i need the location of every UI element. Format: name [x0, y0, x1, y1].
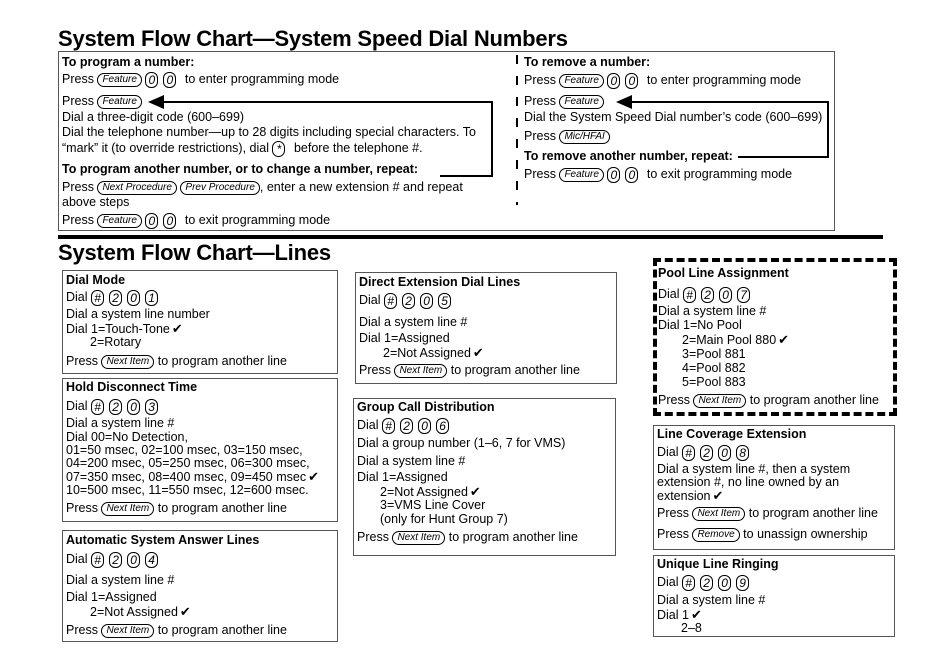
press-label: Press [657, 506, 689, 520]
option-line: Dial 1=No Pool [658, 318, 742, 332]
box-title: Group Call Distribution [357, 400, 495, 414]
feature-key: Feature [559, 74, 603, 88]
press-next-step [66, 354, 287, 369]
remove-step-mic [524, 129, 610, 144]
press-label: Press [658, 393, 690, 407]
press-label: Press [657, 527, 689, 541]
step-text: to unassign ownership [743, 527, 868, 541]
option-line [682, 332, 789, 348]
prev-procedure-key: Prev Procedure [180, 181, 259, 195]
program-step-tel-1: Dial the telephone number—up to 28 digits including special characters. To [62, 125, 476, 139]
dial-label: Dial [657, 445, 679, 459]
press-label: Press [524, 73, 556, 87]
remove-repeat-heading: To remove another number, repeat: [524, 149, 733, 163]
step-text: Dial a group number (1–6, 7 for VMS) [357, 436, 566, 450]
remove-step-enter [524, 73, 801, 89]
auto-answer-box [62, 530, 338, 642]
feature-key: Feature [97, 214, 141, 228]
box-title: Unique Line Ringing [657, 557, 779, 571]
star-key: * [272, 141, 285, 157]
next-item-key: Next Item [101, 355, 154, 369]
press-label: Press [66, 501, 98, 515]
step-text: Dial a system line # [357, 454, 466, 468]
digit-key: 2 [700, 575, 713, 591]
digit-key: 2 [400, 418, 413, 434]
dial-label: Dial [357, 418, 379, 432]
next-item-key: Next Item [101, 502, 154, 516]
hash-key: # [382, 418, 395, 434]
check-icon: ✔ [690, 607, 702, 622]
hash-key: # [682, 575, 695, 591]
digit-key: 4 [145, 552, 158, 568]
program-step-code: Dial a three-digit code (600–699) [62, 110, 245, 124]
program-number-heading: To program a number: [62, 55, 195, 69]
digit-key: 7 [737, 287, 750, 303]
dial-code [66, 290, 163, 306]
step-text: to program another line [749, 393, 879, 407]
option-line: 2=Rotary [90, 335, 142, 349]
next-item-key: Next Item [693, 394, 746, 408]
press-label: Press [357, 530, 389, 544]
option-line: 10=500 msec, 11=550 msec, 12=600 msec. [66, 483, 309, 497]
unique-ringing-box [653, 555, 895, 637]
group-call-box [353, 398, 616, 556]
press-label: Press [62, 72, 94, 86]
lines-title: System Flow Chart—Lines [58, 240, 331, 265]
next-item-key: Next Item [394, 364, 447, 378]
step-text: to enter programming mode [184, 72, 340, 86]
dial-label: Dial [359, 293, 381, 307]
box-title: Dial Mode [66, 273, 126, 287]
check-icon: ✔ [469, 484, 481, 499]
press-label: Press [66, 354, 98, 368]
dial-code [357, 418, 454, 434]
digit-key: 0 [625, 73, 638, 89]
pool-line-box [653, 258, 897, 416]
press-next-step [357, 530, 578, 545]
program-step-next-2: above steps [62, 195, 130, 209]
press-next-step [657, 506, 878, 521]
step-text: to exit programming mode [184, 213, 331, 227]
digit-key: 2 [109, 552, 122, 568]
digit-key: 0 [420, 293, 433, 309]
digit-key: 2 [701, 287, 714, 303]
box-title: Hold Disconnect Time [66, 380, 198, 394]
remove-key: Remove [692, 528, 739, 542]
option-line: 2–8 [681, 621, 702, 635]
press-label: Press [359, 363, 391, 377]
dial-mode-box [62, 270, 338, 374]
digit-key: 0 [625, 167, 638, 183]
option-text: 2=Not Assigned [90, 605, 178, 619]
digit-key: 0 [127, 290, 140, 306]
option-text: 2=Main Pool 880 [682, 333, 777, 347]
check-icon: ✔ [472, 345, 484, 360]
line-coverage-box [653, 425, 895, 550]
dial-label: Dial [66, 399, 88, 413]
press-next-step [658, 393, 879, 408]
option-text: Dial 1=Touch-Tone [66, 322, 170, 336]
hash-key: # [683, 287, 696, 303]
feature-key: Feature [559, 95, 603, 109]
dial-code [657, 445, 754, 461]
dial-label: Dial [66, 290, 88, 304]
digit-key: 1 [145, 290, 158, 306]
press-label: Press [524, 167, 556, 181]
digit-key: 6 [436, 418, 449, 434]
feature-key: Feature [559, 168, 603, 182]
press-next-step [359, 363, 580, 378]
digit-key: 5 [438, 293, 451, 309]
option-line [90, 604, 191, 620]
dial-code [359, 293, 456, 309]
program-step-feature [62, 94, 142, 109]
option-line: Dial 1=Assigned [357, 470, 448, 484]
dial-code [66, 399, 163, 415]
direct-extension-box [355, 272, 617, 384]
check-icon: ✔ [179, 604, 191, 619]
program-step-enter [62, 72, 339, 88]
press-next-step [66, 623, 287, 638]
dial-code [658, 287, 755, 303]
digit-key: 0 [163, 72, 176, 88]
step-text: Dial a system line number [66, 307, 210, 321]
press-label: Press [62, 94, 94, 108]
step-text: Dial a system line # [658, 304, 767, 318]
press-label: Press [62, 180, 94, 194]
digit-key: 0 [163, 213, 176, 229]
program-step-exit [62, 213, 330, 229]
digit-key: 9 [736, 575, 749, 591]
hold-disconnect-box [62, 378, 338, 522]
digit-key: 0 [607, 73, 620, 89]
section-divider [58, 235, 883, 239]
digit-key: 0 [418, 418, 431, 434]
digit-key: 0 [718, 575, 731, 591]
press-label: Press [66, 623, 98, 637]
check-icon: ✔ [171, 321, 183, 336]
digit-key: 3 [145, 399, 158, 415]
digit-key: 2 [700, 445, 713, 461]
step-text: Dial a system line # [657, 593, 766, 607]
remove-number-heading: To remove a number: [524, 55, 651, 69]
option-line: 5=Pool 883 [682, 375, 746, 389]
option-line: 4=Pool 882 [682, 361, 746, 375]
option-line [383, 345, 484, 361]
repeat-heading: To program another number, or to change a number, repeat: [62, 162, 419, 176]
check-icon: ✔ [712, 488, 724, 503]
digit-key: 0 [145, 72, 158, 88]
box-title: Direct Extension Dial Lines [359, 275, 521, 289]
check-icon: ✔ [308, 469, 319, 484]
next-procedure-key: Next Procedure [97, 181, 176, 195]
hash-key: # [384, 293, 397, 309]
remove-step-feature [524, 94, 604, 109]
option-line: (only for Hunt Group 7) [380, 512, 508, 526]
feature-key: Feature [97, 73, 141, 87]
step-text: to program another line [157, 501, 287, 515]
digit-key: 2 [109, 290, 122, 306]
option-text: Dial 1 [657, 608, 689, 622]
press-label: Press [62, 213, 94, 227]
check-icon: ✔ [778, 332, 790, 347]
option-text: extension [657, 489, 711, 503]
step-text: Dial a system line #, then a system [657, 462, 851, 476]
dial-code [657, 575, 754, 591]
digit-key: 2 [109, 399, 122, 415]
option-text: 07=350 msec, 08=400 msec, 09=450 msec [66, 470, 307, 484]
press-remove-step [657, 527, 868, 542]
dial-code [66, 552, 163, 568]
hash-key: # [91, 399, 104, 415]
step-text: to enter programming mode [646, 73, 802, 87]
press-label: Press [524, 94, 556, 108]
step-text: Dial a system line # [359, 315, 468, 329]
repeat-flow-arrow [140, 94, 500, 184]
option-line: 04=200 msec, 05=250 msec, 06=300 msec, [66, 456, 310, 470]
step-text: to exit programming mode [646, 167, 793, 181]
option-line: Dial 1=Assigned [66, 590, 157, 604]
box-title: Line Coverage Extension [657, 427, 807, 441]
next-item-key: Next Item [692, 507, 745, 521]
step-text: to program another line [748, 506, 878, 520]
option-line: 3=Pool 881 [682, 347, 746, 361]
step-text: Dial a system line # [66, 416, 175, 430]
mic-hfai-key: Mic/HFAI [559, 130, 609, 144]
step-text: before the telephone #. [293, 141, 423, 155]
column-divider [514, 55, 520, 205]
next-item-key: Next Item [392, 531, 445, 545]
remove-step-code: Dial the System Speed Dial number’s code (600–699) [524, 110, 823, 124]
dial-label: Dial [66, 552, 88, 566]
remove-flow-arrow [610, 94, 835, 164]
press-label: Press [524, 129, 556, 143]
hash-key: # [91, 552, 104, 568]
option-text: 2=Not Assigned [380, 485, 468, 499]
step-text: extension #, no line owned by an [657, 475, 840, 489]
option-line: Dial 00=No Detection, [66, 430, 188, 444]
speed-dial-title: System Flow Chart—System Speed Dial Numbers [58, 26, 568, 51]
press-next-step [66, 501, 287, 516]
option-line: Dial 1=Assigned [359, 331, 450, 345]
dial-label: Dial [657, 575, 679, 589]
option-line: 01=50 msec, 02=100 msec, 03=150 msec, [66, 443, 303, 457]
remove-step-exit [524, 167, 792, 183]
hash-key: # [682, 445, 695, 461]
digit-key: 0 [607, 167, 620, 183]
digit-key: 0 [127, 399, 140, 415]
step-text: to program another line [448, 530, 578, 544]
step-text: to program another line [157, 623, 287, 637]
step-text: , enter a new extension # and repeat [259, 180, 463, 194]
step-text-last [657, 488, 723, 504]
digit-key: 2 [402, 293, 415, 309]
step-text: Dial a system line # [66, 573, 175, 587]
digit-key: 0 [127, 552, 140, 568]
box-title: Automatic System Answer Lines [66, 533, 260, 547]
hash-key: # [91, 290, 104, 306]
step-text: to program another line [450, 363, 580, 377]
digit-key: 0 [718, 445, 731, 461]
step-text: to program another line [157, 354, 287, 368]
digit-key: 0 [145, 213, 158, 229]
dial-label: Dial [658, 287, 680, 301]
box-title: Pool Line Assignment [658, 266, 789, 280]
step-text: “mark” it (to override restrictions), dial [62, 141, 269, 155]
next-item-key: Next Item [101, 624, 154, 638]
digit-key: 8 [736, 445, 749, 461]
feature-key: Feature [97, 95, 141, 109]
digit-key: 0 [719, 287, 732, 303]
option-line: 3=VMS Line Cover [380, 498, 486, 512]
option-text: 2=Not Assigned [383, 346, 471, 360]
